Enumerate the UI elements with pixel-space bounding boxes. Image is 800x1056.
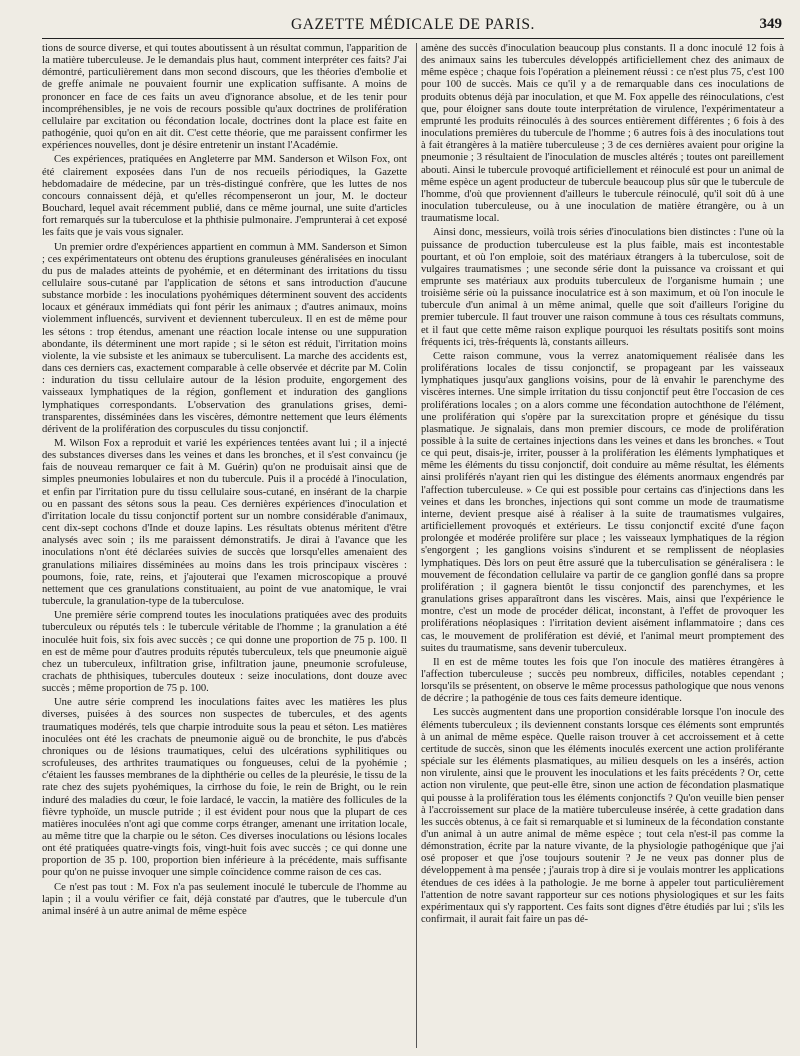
- paragraph: Un premier ordre d'expériences appartient en commun à MM. Sanderson et Simon ; ces expérimentateurs ont obtenu des éruptions granuleuses généralisées en inoculant du pus de malades atteints de pyohémie, et en déterminant des irritations du tissu cellulaire sous-cutané par l'application de sétons et sans introduction d'aucune substance morbide : les inoculations pyohémiques déterminent souvent des accidents locaux et généraux immédiats qui font périr les animaux ; d'autres animaux, moins violemment influencés, survivent et deviennent tuberculeux. Il en est de même pour les sétons : trop étendus, amenant une réaction locale intense ou une suppuration abondante, ils déterminent une mort rapide ; si le séton est réduit, l'irritation moins violente, la vie subsiste et les animaux se tuberculisent. La marche des accidents est, dans ces derniers cas, exactement comparable à celle observée et décrite par M. Colin : induration du tissu cellulaire autour de la lésion produite, engorgement des vaisseaux lymphatiques de la région, gonflement et induration des ganglions lymphatiques correspondants. L'observation des granulations grises, demi-transparentes, disséminées dans les viscères, démontre nettement que leurs éléments dérivent de la prolifération des corpuscules du tissu conjonctif.: [42, 241, 407, 435]
- paragraph: Cette raison commune, vous la verrez anatomiquement réalisée dans les proliférations locales de tissu conjonctif, se propageant par les vaisseaux lymphatiques jusqu'aux ganglions voisins, pour de là envahir le parenchyme des viscères internes. Une simple irritation du tissu conjonctif peut être l'occasion de ces proliférations locales ; on a alors comme une fécondation autochthone de l'élément, une prolifération qui s'opère par la surexcitation propre et génésique du tissu plasmatique. Je signalais, dans mon premier discours, ce mode de prolifération possible à la suite de certaines injections dans les veines et dans les bronches. « Tout ce qui peut, disais-je, irriter, pousser à la prolifération les éléments lymphatiques et même les éléments du tissu conjonctif, doit conduire au même résultat, les éléments ainsi proliférés n'ayant rien qui les distingue des éléments anormaux engendrés par l'affection tuberculeuse. » Ce qui est possible pour certains cas d'injections dans les veines et dans les bronches, injections qui sont comme un mode de traumatisme interne, devient presque aisé à réaliser à la suite de traumatismes vulgaires, artificiellement provoqués et extérieurs. Le tissu conjonctif excité d'une façon prolongée et modérée prolifère sur place ; les vaisseaux lymphatiques de la région s'engorgent ; les ganglions voisins s'indurent et se remplissent de néoplasies lymphatiques. Dès lors on peut être assuré que la tuberculisation se généralisera : le mouvement de fécondation cellulaire va partir de ce ganglion gonflé dans sa propre prolifération ; il gagnera bientôt le tissu conjonctif des parenchymes, et les granulations grises apparaîtront dans les viscères. Mais, ainsi que l'expérience le montre, c'est un mode de procéder délicat, inconstant, à l'effet de provoquer les proliférations néoplasiques : l'irritation devient aisément inflammatoire ; dans ces cas, le mouvement de prolifération est dévié, et l'animal meurt promptement des suites du traumatisme, sans devenir tuberculeux.: [420, 350, 784, 654]
- journal-title: GAZETTE MÉDICALE DE PARIS.: [290, 16, 536, 33]
- paragraph: Une première série comprend toutes les inoculations pratiquées avec des produits tuberculeux ou réputés tels : le tubercule véritable de l'homme ; la granulation a été inoculée huit fois, six fois avec succès ; ce qui donne une proportion de 75 p. 100. Il en est de même pour d'autres produits réputés tuberculeux, tels que pneumonie aiguë chez un tuberculeux, infiltration grise, infiltration jaune, pneumonie scrofuleuse, crachats de phthisiques, tubercules douteux : seize inoculations, dont douze avec succès ; même proportion de 75 p. 100.: [42, 610, 407, 695]
- paragraph: M. Wilson Fox a reproduit et varié les expériences tentées avant lui ; il a injecté des substances diverses dans les veines et dans les bronches, et il s'est convaincu (je fais de nouveau remarquer ce fait à M. Guérin) qu'on ne produisait ainsi que de simples pneumonies lobulaires et non du tubercule. Puis il a procédé à l'inoculation, et enfin par l'irritation pure du tissu cellulaire sous-cutané, en insérant de la charpie ou en passant des sétons sous la peau. Ces dernières expériences d'inoculation et d'irritation locale du tissu conjonctif portent sur un nombre considérable d'animaux, cent dix-sept cochons d'Inde et douze lapins. Les résultats obtenus méritent d'être analysés avec soin ; ils me paraissent démonstratifs. Je dirai à l'avance que les inoculations n'ont été déclarées suivies de succès que lorsqu'elles amenaient des granulations miliaires disséminées au moins dans les trois principaux viscères : poumons, foie, rate, reins, et j'ajouterai que l'examen microscopique a prouvé nettement que ces granulations constituaient, au point de vue anatomique, le vrai tubercule, la granulation-type de la tuberculose.: [42, 438, 407, 608]
- paragraph: Les succès augmentent dans une proportion considérable lorsque l'on inocule des éléments tuberculeux ; ils deviennent constants lorsque ces éléments sont empruntés à un animal de même espèce. Quelle raison trouver à cet accroissement et à cette certitude de succès, sinon que les éléments inoculés exercent une action proliférante spéciale sur les éléments plasmatiques, au milieu desquels on les a insérés, action non virulente, ainsi que le prouvent les inoculations et les faits précédents ? Or, cette action non virulente, que peut-elle être, sinon une action de fécondation plasmatique qui pousse à la prolifération tous les éléments conjonctifs ? Qu'on veuille bien penser à l'accroissement sur place de la matière tuberculeuse insérée, à cette gradation dans les succès obtenus, à ce fait si remarquable et si lumineux de la fécondation constante d'un animal à un autre animal de même espèce ; tout cela n'est-il pas comme la démonstration, écrite par la nature vivante, de la physiologie pathogénique que j'ai osé proposer et que j'ose toujours soutenir ? Je ne veux pas donner plus de développement à ma pensée ; j'aurais trop à dire si je voulais montrer les applications étendues de ces idées à la pathologie. Je me borne à appeler tout particulièrement l'attention de notre savant rapporteur sur ces notions physiologiques et sur les faits expérimentaux qui s'y rapportent. Ces faits sont dignes d'être étudiés par lui ; s'ils les confirmait, il aurait fait faire un pas dé-: [420, 707, 784, 926]
- left-column: [42, 43, 407, 1048]
- paragraph: tions de source diverse, et qui toutes aboutissent à un résultat commun, l'apparition de la matière tuberculeuse. Je le demandais plus haut, comment interpréter ces faits? J'ai démontré, particulièrement dans mon second discours, que les théories d'embolie et de greffe animale ne pouvaient fournir une explication suffisante. A moins de prononcer en face de ces faits un aveu d'ignorance absolue, et de les tenir pour incompréhensibles, je ne vois de recours possible qu'aux doctrines de prolifération cellulaire par excitation ou fécondation locale, doctrines dont la place est faite en pathogénie, quoi qu'on en ait dit. C'est cette théorie, que me paraissent confirmer les expériences nouvelles, dont je désire entretenir un instant l'Académie.: [42, 43, 407, 152]
- paragraph: Ce n'est pas tout : M. Fox n'a pas seulement inoculé le tubercule de l'homme au lapin ; il a voulu vérifier ce fait, déjà constaté par d'autres, que le tubercule d'un animal inséré à un autre animal de même espèce: [42, 881, 407, 917]
- paragraph: Il en est de même toutes les fois que l'on inocule des matières étrangères à l'affection tuberculeuse ; succès peu nombreux, difficiles, notables cependant ; lorsqu'ils se présentent, on observe le même processus pathologique que nous venons de décrire ; la pathogénie de tous ces faits demeure identique.: [420, 656, 784, 705]
- running-header: [42, 14, 784, 39]
- paragraph: amène des succès d'inoculation beaucoup plus constants. Il a donc inoculé 12 fois à des animaux sains les tubercules développés artificiellement chez des animaux de même espèce ; chaque fois l'opération a pleinement réussi : ce n'est plus 75, c'est 100 pour 100 de succès. Mais ce qu'il y a de remarquable dans ces inoculations de produits obtenus déjà par inoculation, et que M. Fox appelle des réinoculations, c'est que, pour éloigner sans doute toute interprétation de virulence, l'expérimentateur a emprunté les produits réinoculés à des sources entièrement différentes ; 6 fois à des inoculations premières du tubercule de l'homme ; 6 autres fois à des inoculations tout à fait étrangères à la matière tuberculeuse ; 3 de ces dernières avaient pour origine la pneumonie ; 3 résultaient de l'inoculation de muscles altérés ; toutes ont pareillement abouti. Ainsi le tubercule provoqué artificiellement et réinoculé est pour un animal de même espèce un agent producteur de tubercule beaucoup plus sûr que le tubercule de l'homme, d'où que proviennent d'ailleurs le tubercule réinoculé, qu'il soit dû à une inoculation tuberculeuse, ou à une inoculation de matière étrangère, ou à un traumatisme local.: [420, 43, 784, 225]
- paragraph: Une autre série comprend les inoculations faites avec les matières les plus diverses, puisées à des sources non suspectes de tubercules, et des agents traumatiques modérés, tels que charpie introduite sous la peau et séton. Les matières inoculées ont été les crachats de pneumonie aiguë ou de bronchite, le pus d'abcès chroniques ou de lésions traumatiques, celui des ulcérations syphilitiques ou scrofuleuses, des arthrites traumatiques ou fongueuses, celui de la pyohémie ; c'étaient les fausses membranes de la diphthérie ou celles de la pleurésie, le tissu de la rate chez des sujets pyohémiques, la cirrhose du foie, le rein de Bright, ou le rein induré des maladies du cœur, le foie lardacé, le vaccin, la matière des follicules de la fièvre typhoïde, un muscle putride ; il est évident pour nous que la plupart de ces matières inoculées n'ont agi que comme corps étranger, amenant une irritation locale, au même titre que la charpie ou le séton. Ces diverses inoculations ou lésions locales ont été pratiquées quatre-vingts fois, vingt-huit fois avec succès ; ce qui donne une proportion de 35 p. 100, proportion bien inférieure à la précédente, mais suffisante pour qu'on ne puisse invoquer une simple coïncidence comme raison de ces cas.: [42, 697, 407, 879]
- paragraph: Ainsi donc, messieurs, voilà trois séries d'inoculations bien distinctes : l'une où la puissance de production tuberculeuse est la plus faible, mais est incontestable pourtant, et où l'on emploie, soit des matériaux étrangers à la tuberculose, soit de vulgaires traumatismes ; une seconde série dont la puissance va croissant et qui emprunte ses matériaux aux produits tuberculeux de l'organisme humain ; une troisième série où la puissance inoculatrice est à son maximum, et où l'on inocule le tubercule d'un animal à un même animal, quelle que soit d'ailleurs l'origine du premier tubercule. Il faut trouver une raison commune à tous ces résultats communs, et il faut que cette même raison explique pourquoi les résultats positifs sont moins fréquents ici, très-fréquents là, constants ailleurs.: [420, 227, 784, 348]
- text-columns: [42, 43, 784, 1048]
- page-number: 349: [759, 16, 782, 32]
- right-column: [421, 43, 784, 1048]
- paragraph: Ces expériences, pratiquées en Angleterre par MM. Sanderson et Wilson Fox, ont été clairement exposées dans l'un de nos recueils périodiques, la Gazette hebdomadaire de médecine, par un très-distingué confrère, que les luttes de nos concours connaissent déjà, et qu'elles récompenseront un jour, M. le docteur Bouchard, lequel avait récemment publié, dans ce même journal, une suite d'articles fort remarqués sur la tuberculose et la phthisie pulmonaire. J'emprunterai à cet exposé les faits que je vais vous signaler.: [42, 154, 407, 239]
